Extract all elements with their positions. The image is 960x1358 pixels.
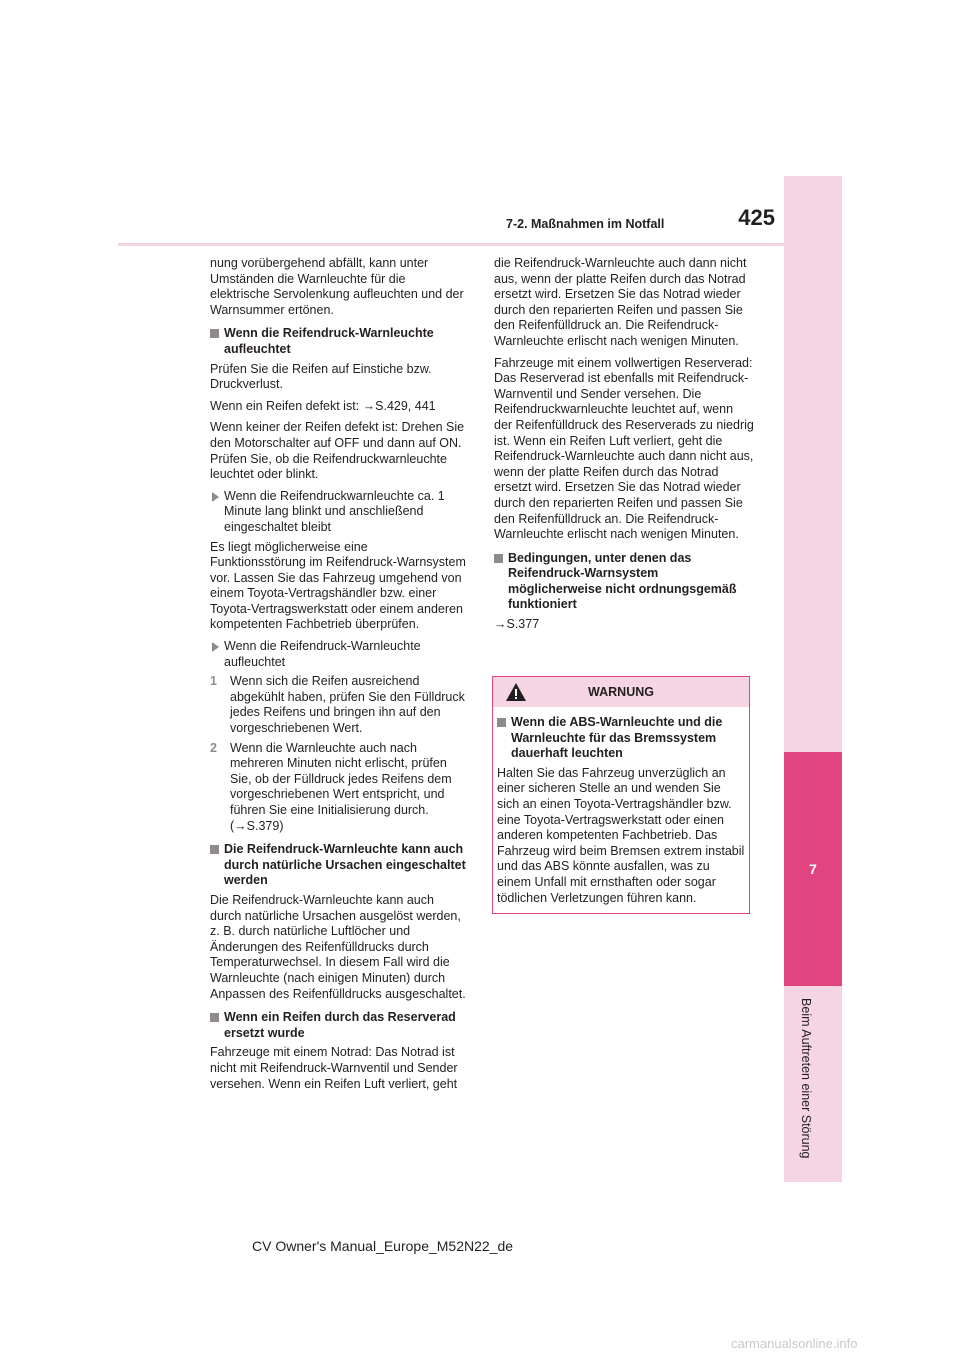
warning-header [493,677,749,707]
warning-box [492,676,750,914]
paragraph: Wenn ein Reifen defekt ist: →S.429, 441 [210,398,436,413]
footer-manual-id: CV Owner's Manual_Europe_M52N22_de [252,1238,514,1254]
paragraph: die Reifendruck-Warnleuchte auch dann nicht aus, wenn der platte Reifen durch das Notrad ersetzt wird. Ersetzen Sie das Notrad wieder durch den reparierten Reifen und passen Sie den Reifenfülldruck an. Die Reifendruck-Warnleuchte erlischt nach wenigen Minuten. [494,256,747,348]
page-number: 425 [738,205,775,230]
paragraph: Wenn keiner der Reifen defekt ist: Drehen Sie den Motorschalter auf OFF und dann auf ON. Prüfen Sie, ob die Reifendruckwarnleuchte leuchtet oder blinkt. [210,420,465,482]
triangle-bullet-icon [212,642,219,652]
heading-spare-wheel: Wenn ein Reifen durch das Reserverad ersetzt wurde [210,1010,466,1041]
paragraph: Die Reifendruck-Warnleuchte kann auch durch natürliche Ursachen ausgelöst werden, z. B. durch natürliche Luftlöcher und Änderungen des Reifenfülldrucks durch Temperaturwechsel. In diesem Fall wird die Warnleuchte (nach einigen Minuten) durch Anpassen des Reifenfülldrucks ausgeschaltet. [210,892,466,1001]
square-bullet-icon [210,845,219,854]
paragraph: Fahrzeuge mit einem vollwertigen Reserverad: Das Reserverad ist ebenfalls mit Reifendruck-Warnventil und Sender versehen. Die Reifendruckwarnleuchte leuchtet auf, wenn der Reifenfülldruck des Reserverads zu niedrig ist. Wenn ein Reifen Luft verliert, geht die Reifendruck-Warnleuchte auch dann nicht aus, wenn der platte Reifen durch das Notrad ersetzt wird. Ersetzen Sie das Notrad wieder durch den reparierten Reifen und passen Sie den Reifenfülldruck an. Die Reifendruck-Warnleuchte erlischt nach wenigen Minuten. [494,355,754,542]
heading-pressure-warning: Wenn die Reifendruck-Warnleuchte aufleuchtet [210,326,466,357]
paragraph: Prüfen Sie die Reifen auf Einstiche bzw. Druckverlust. [210,361,432,392]
page-reference: →S.377 [494,617,540,632]
heading-conditions: Bedingungen, unter denen das Reifendruck-Warnsystem möglicherweise nicht ordnungsgemäß funktioniert [494,551,754,613]
numbered-step: 1 Wenn sich die Reifen ausreichend abgekühlt haben, prüfen Sie den Fülldruck jedes Reifens und bringen ihn auf den vorgeschriebenen Wert. [210,674,465,736]
header-divider [118,243,784,246]
step-number: 1 [210,674,217,689]
sub-heading-lit: Wenn die Reifendruck-Warnleuchte aufleuchtet [210,639,466,670]
square-bullet-icon [497,718,506,727]
warning-heading: Wenn die ABS-Warnleuchte und die Warnleuchte für das Bremssystem dauerhaft leuchten [497,715,745,762]
paragraph: Es liegt möglicherweise eine Funktionsstörung im Reifendruck-Warnsystem vor. Lassen Sie das Fahrzeug umgehend von einem Toyota-Vertragshändler bzw. einer Toyota-Vertragswerkstatt oder einem anderen kompetenten Fachbetrieb überprüfen. [210,539,466,632]
warning-text: Halten Sie das Fahrzeug unverzüglich an einer sicheren Stelle an und wenden Sie sich an einen Toyota-Vertragshändler bzw. eine Toyota-Vertragswerkstatt oder einen anderen kompetenten Fachbetrieb. Das Fahrzeug wird beim Bremsen extrem instabil und das ABS könnte ausfallen, was zu einem Unfall mit ernsthaften oder sogar tödlichen Verletzungen führen kann. [497,765,745,905]
heading-natural-causes: Die Reifendruck-Warnleuchte kann auch durch natürliche Ursachen eingeschaltet werden [210,842,466,889]
left-column [210,256,466,1098]
triangle-bullet-icon [212,492,219,502]
chapter-number: 7 [784,752,842,986]
watermark: carmanualsonline.info [731,1336,858,1351]
square-bullet-icon [210,1013,219,1022]
square-bullet-icon [210,329,219,338]
square-bullet-icon [494,554,503,563]
intro-paragraph: nung vorübergehend abfällt, kann unter Umständen die Warnleuchte für die elektrische Servolenkung aufleuchten und der Warnsummer ertönen. [210,256,464,317]
section-title: 7-2. Maßnahmen im Notfall [506,217,665,231]
chapter-title: Beim Auftreten einer Störung [799,998,813,1159]
warning-title: WARNUNG [588,685,654,699]
warning-triangle-icon [505,682,527,702]
warning-body [493,707,749,906]
sub-heading-blinking: Wenn die Reifendruckwarnleuchte ca. 1 Minute lang blinkt und anschließend eingeschaltet bleibt [210,489,466,536]
chapter-side-tab [784,176,842,1182]
paragraph: Fahrzeuge mit einem Notrad: Das Notrad ist nicht mit Reifendruck-Warnventil und Sender versehen. Wenn ein Reifen Luft verliert, geht [210,1045,458,1091]
numbered-step: 2 Wenn die Warnleuchte auch nach mehreren Minuten nicht erlischt, prüfen Sie, ob der Fülldruck jedes Reifens dem vorgeschriebenen Wert entspricht, und führen Sie eine Initialisierung durch. (→S.379) [210,740,452,833]
right-column [494,256,754,639]
step-number: 2 [210,740,217,755]
